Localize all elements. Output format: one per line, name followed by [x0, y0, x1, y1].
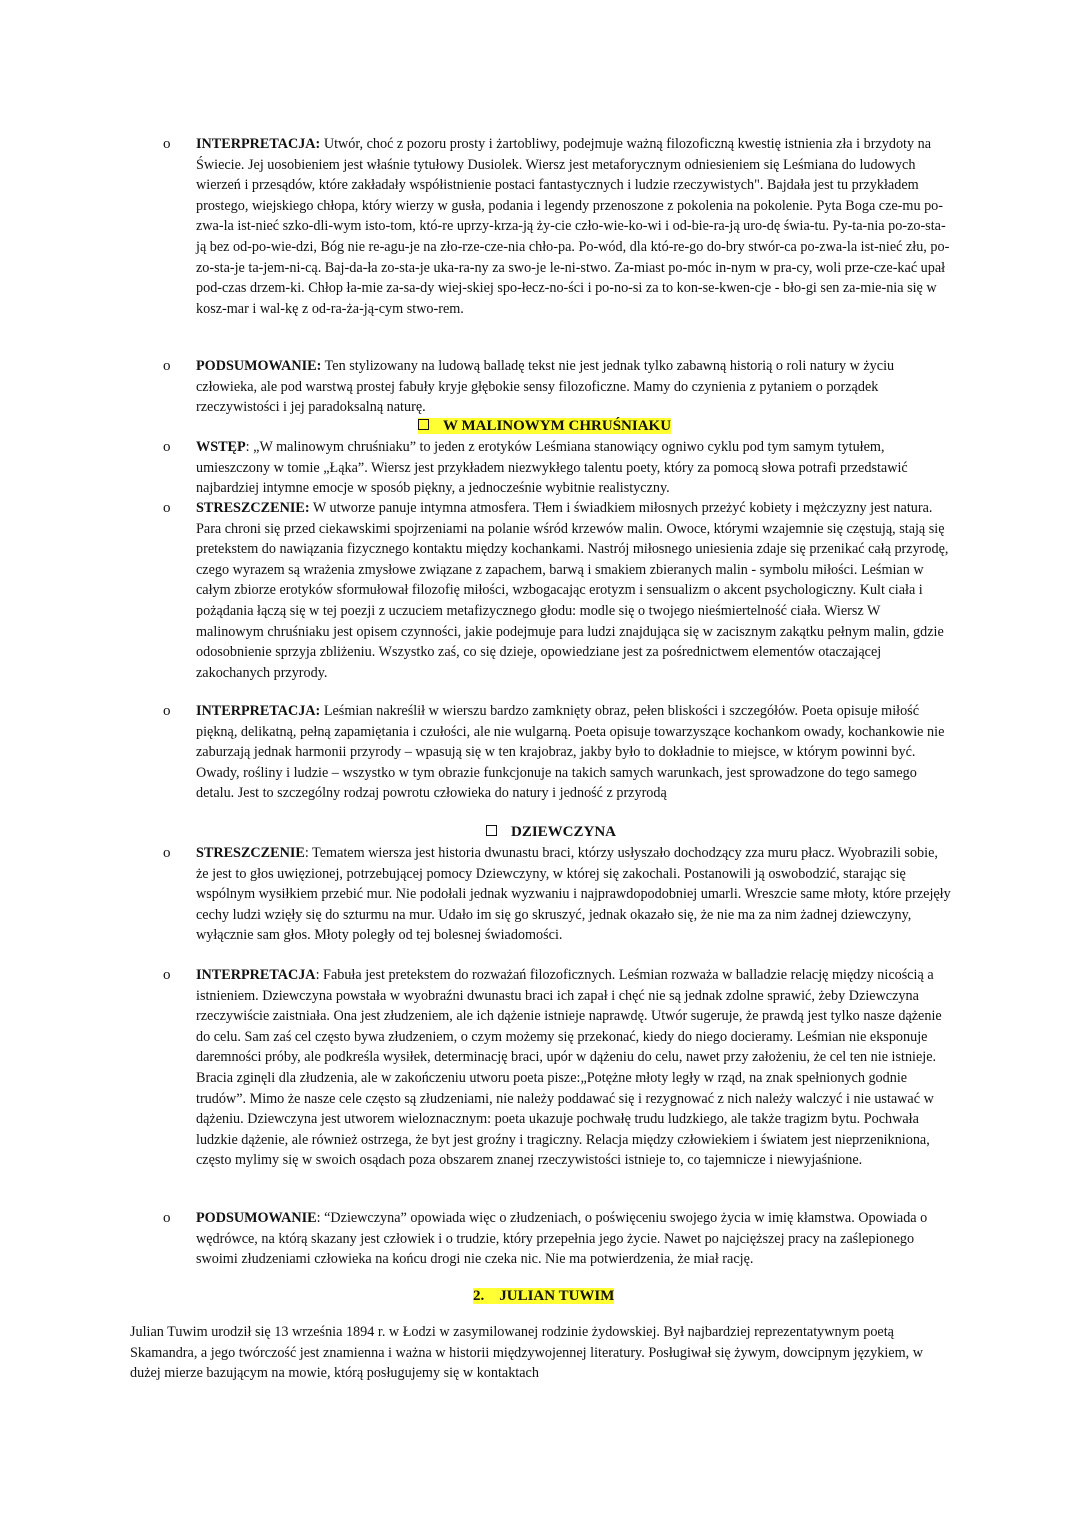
dziewczyna-streszczenie-paragraph [196, 843, 951, 946]
tuwim-intro-paragraph: Julian Tuwim urodził się 13 września 1894 r. w Łodzi w zasymilowanej rodzinie żydowskiej. Był najbardziej reprezentatywnym poetą Skamandra, a jego twórczość jest znamienna i ważna w historii międzywojennej literatury. Posługiwał się żywym, dowcipnym językiem, w dużej mierze bazującym na mowie, którą posługujemy się w kontaktach [130, 1324, 923, 1382]
malinowy-interpretacja-paragraph [196, 701, 951, 804]
dziewczyna-podsumowanie-paragraph [196, 1208, 951, 1270]
checkbox-square-icon [418, 419, 429, 430]
section-label: PODSUMOWANIE: [196, 358, 322, 374]
paragraph-text: W utworze panuje intymna atmosfera. Tłem i świadkiem miłosnych przeżyć kobiety i mężczyzny jest natura. Para chroni się przed ciekawskimi spojrzeniami na polanie wśród krzewów malin. Owoce, którymi wzajemnie się częstują, stają się pretekstem do nawiązania fizycznego kontaktu między kochankami. Nastrój miłosnego uniesienia zdaje się przenikać całą przyrodę, czego wyrazem są wrażenia zmysłowe związane z zapachem, barwą i smakiem zbieranych malin - symbolu miłości. Leśmian w całym zbiorze erotyków sformułował filozofię miłości, wzbogacając erotyzm i sensualizm o akcent psychologiczny. Kult ciała i pożądania łączą się w tej poezji z uczuciem metafizycznego głodu: modle się o twojego nieśmiertelność ciała. Wiersz W malinowym chruśniaku jest opisem czynności, jakie podejmuje para ludzi znajdująca się w zacisznym zakątku pełnym malin, gdzie odosobnienie sprzyja zbliżeniu. Wszystko zaś, co się dzieje, opowiedziane jest za pośrednictwem elementów otaczającej zakochanych przyrody. [196, 500, 949, 681]
paragraph-text: : „W malinowym chruśniaku” to jeden z erotyków Leśmiana stanowiący ogniwo cyklu pod tym samym tytułem, umieszczony w tomie „Łąka”. Wiersz jest przykładem niezwykłego talentu poety, który za pomocą słowa potrafi przedstawić najbardziej intymne emocje w sposób piękny, a jednocześnie wybitnie realistyczny. [196, 439, 908, 497]
malinowy-wstep-paragraph [196, 437, 951, 499]
heading-number: 2. [473, 1288, 485, 1304]
paragraph-text: Ten stylizowany na ludową balladę tekst nie jest jednak tylko zabawną historią o roli natury w życiu człowieka, ale pod warstwą prostej fabuły kryje głębokie sensy filozoficzne. Mamy do czynienia z pytaniem o porządek rzeczywistości i jej paradoksalną naturę. [196, 358, 895, 416]
list-bullet: o [163, 703, 171, 719]
paragraph-text: Utwór, choć z pozoru prosty i żartobliwy, podejmuje ważną filozoficzną kwestię istnienia zła i brzydoty na Świecie. Jej uosobieniem jest właśnie tytułowy Dusiolek. Wiersz jest metaforycznym odniesieniem się Leśmiana do ludowych wierzeń i przesądów, które zakładały współistnienie postaci fantastycznych i ludzie rzeczywistych". Bajdała jest tu przykładem prostego, wiejskiego chłopa, który wierzy w gusła, podania i legendy przenoszone z pokolenia na pokolenie. Pyta Boga cze-mu po-zwa-la ist-nieć szko-dli-wym isto-tom, któ-re uprzy-krza-ją ży-cie czło-wie-ko-wi i od-bie-ra-ją uro-dę świa-tu. Py-ta-nia po-zo-sta-ją bez od-po-wie-dzi, Bóg nie re-agu-je na zło-rze-cze-nia chło-pa. Po-wód, dla któ-re-go do-bry stwór-ca po-zwa-la ist-nieć złu, po-zo-sta-je ta-jem-ni-cą. Baj-da-ła zo-sta-je uka-ra-ny za swo-je le-ni-stwo. Za-miast po-móc in-nym w pra-cy, woli prze-cze-kać upał pod-czas drzem-ki. Chłop ła-mie za-sa-dy wiej-skiej spo-łecz-no-ści i po-no-si za to kon-se-kwen-cje - bło-gi sen za-mie-nia się w kosz-mar i wal-kę z od-ra-ża-ją-cym stwo-rem. [196, 136, 950, 317]
list-bullet: o [163, 136, 171, 152]
paragraph-text: : Tematem wiersza jest historia dwunastu braci, którzy usłyszało dochodzący zza muru płacz. Wyobrazili sobie, że jest to głos uwięzionej, potrzebującej pomocy Dziewczyny, w której się zakochali. Postanowili ją oswobodzić, starając się wspólnym wysiłkiem przebić mur. Nie podołali jednak wyzwaniu i najprawdopodobniej umarli. Wreszcie same młoty, które przejęły cechy ludzi wzięły się do szturmu na mur. Udało im się go skruszyć, jednak okazało się, że nie ma za nim żadnej dziewczyny, wyłącznie sam głos. Młoty poległy od tej bolesnej świadomości. [196, 845, 951, 944]
heading-text: W MALINOWYM CHRUŚNIAKU [443, 418, 672, 434]
checkbox-square-icon [486, 825, 497, 836]
section-label: INTERPRETACJA: [196, 703, 321, 719]
list-bullet: o [163, 967, 171, 983]
heading-text: JULIAN TUWIM [499, 1288, 615, 1304]
paragraph-text: : Fabuła jest pretekstem do rozważań filozoficznych. Leśmian rozważa w balladzie relację między nicością a istnieniem. Dziewczyna powstała w wyobraźni dwunastu braci ich zapał i chęć nie są jednak zdolne sprawić, żeby Dziewczyna rzeczywiście zaistniała. Ona jest złudzeniem, ale ich dążenie istnieje naprawdę. Utwór sugeruje, że prawdą jest tylko nasze dążenie do celu. Sam zaś cel często bywa złudzeniem, o czym możemy się przekonać, kiedy do niego docieramy. Leśmian nie eksponuje daremności próby, ale podkreśla wysiłek, determinację braci, upór w dążeniu do celu, nawet przy założeniu, że cel ten nie istnieje. Bracia zginęli dla złudzenia, ale w zakończeniu utworu poeta pisze:„Potężne młoty legły w rząd, na znak spełnionych godnie trudów”. Mimo że nasze cele często są złudzeniami, nie należy poddawać się i rezygnować z nich należy walczyć i nie ustawać w dążeniu. Dziewczyna jest utworem wieloznacznym: poeta ukazuje pochwałę trudu ludzkiego, ale także tragizm bytu. Pochwała ludzkie dążenie, ale również ostrzega, że byt jest groźny i tragiczny. Relacja między człowiekiem i światem jest nieprzenikniona, często mylimy się w swoich osądach poza obszarem znanej rzeczywistości istnieje to, co tajemnicze i niewyjaśnione. [196, 967, 942, 1169]
section-label: STRESZCZENIE [196, 845, 305, 861]
list-bullet: o [163, 845, 171, 861]
heading-text: DZIEWCZYNA [511, 824, 617, 840]
list-bullet: o [163, 439, 171, 455]
list-bullet: o [163, 1210, 171, 1226]
section-label: WSTĘP [196, 439, 246, 455]
section-label: PODSUMOWANIE [196, 1210, 317, 1226]
section-label: STRESZCZENIE: [196, 500, 310, 516]
dusiolek-podsumowanie-paragraph [196, 356, 951, 418]
dziewczyna-interpretacja-paragraph [196, 965, 951, 1171]
section-heading-dziewczyna [486, 822, 616, 842]
malinowy-streszczenie-paragraph [196, 498, 951, 683]
section-heading-w-malinowym [418, 416, 671, 436]
list-bullet: o [163, 358, 171, 374]
section-label: INTERPRETACJA [196, 967, 316, 983]
dusiolek-interpretacja-paragraph [196, 134, 951, 319]
list-bullet: o [163, 500, 171, 516]
paragraph-text: Leśmian nakreślił w wierszu bardzo zamknięty obraz, pełen bliskości i szczegółów. Poeta opisuje miłość piękną, delikatną, pełną zapamiętania i czułości, ale nie wulgarną. Poeta opisuje towarzyszące kochankom owady, kochankowie nie zaburzają jednak harmonii przyrody – wpasują się w ten krajobraz, jakby było to dokładnie to miejsce, w którym powinni być. Owady, rośliny i ludzie – wszystko w tym obrazie funkcjonuje na takich samych warunkach, jest sprowadzone do tego samego detalu. Jest to szczególny rodzaj powrotu człowieka do natury i jedność z przyrodą [196, 703, 945, 802]
paragraph-text: : “Dziewczyna” opowiada więc o złudzeniach, o poświęceniu swojego życia w imię kłamstwa. Opowiada o wędrówce, na którą skazany jest człowiek i o trudzie, który przepełnia jego życie. Nawet po najcięższej pracy na zaślepionego swoimi złudzeniami człowieka na końcu drogi nie czeka nic. Nie ma potwierdzenia, że miał rację. [196, 1210, 928, 1268]
section-label: INTERPRETACJA: [196, 136, 321, 152]
section-heading-julian-tuwim [473, 1286, 614, 1306]
